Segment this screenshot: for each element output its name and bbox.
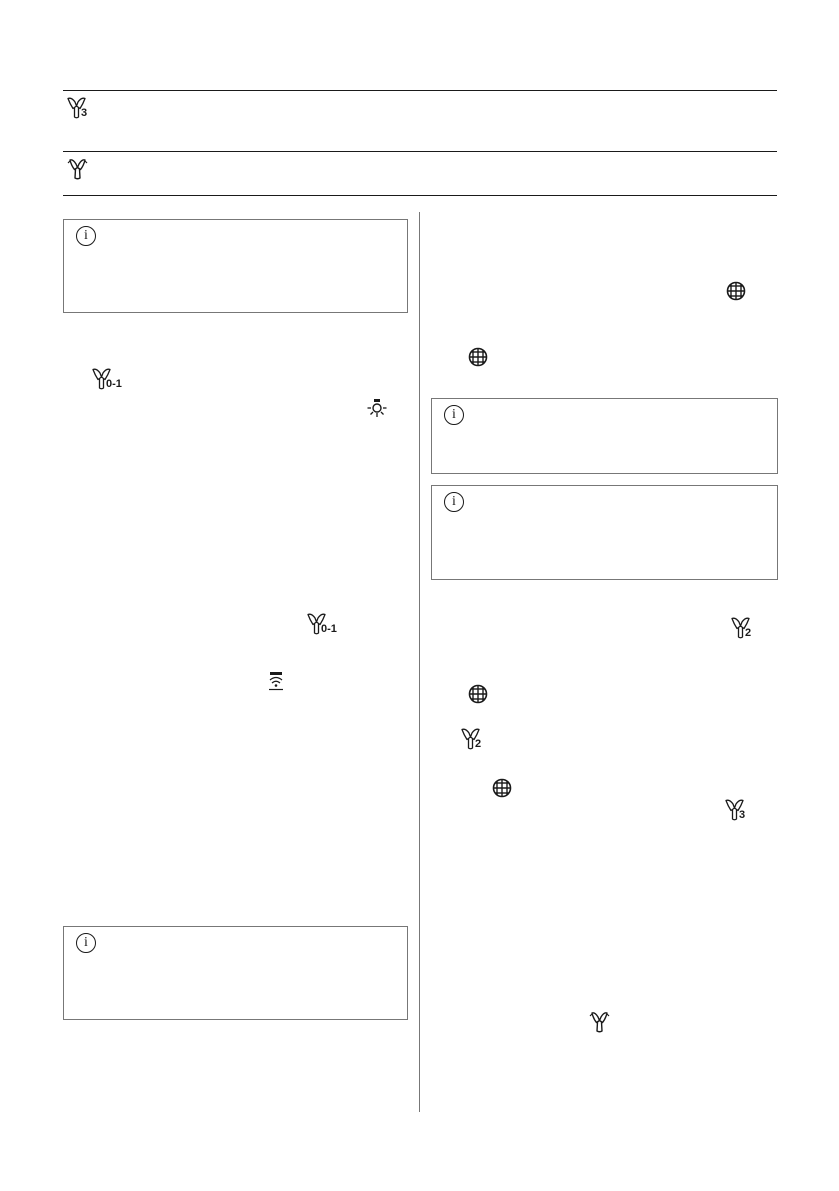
fan-speed-label: 3 bbox=[739, 809, 746, 821]
info-icon: i bbox=[444, 405, 464, 425]
fan-speed-3-icon bbox=[66, 97, 96, 121]
filter-grid-icon bbox=[726, 281, 746, 301]
fan-speed-0-1-icon bbox=[91, 368, 131, 392]
fan-speed-label: 2 bbox=[475, 738, 482, 750]
filter-grid-icon bbox=[468, 684, 488, 704]
fan-speed-2-icon bbox=[460, 728, 490, 752]
table-bottom-rule bbox=[63, 195, 777, 196]
info-note-box bbox=[431, 485, 778, 580]
fan-speed-label: 3 bbox=[81, 107, 88, 119]
fan-speed-label: 2 bbox=[745, 627, 752, 639]
table-row-rule bbox=[63, 151, 777, 152]
fan-speed-label: 0-1 bbox=[321, 623, 337, 635]
hob2hood-signal-icon bbox=[266, 671, 286, 691]
info-icon: i bbox=[76, 933, 96, 953]
filter-grid-icon bbox=[468, 347, 488, 367]
fan-boost-icon bbox=[589, 1011, 613, 1035]
info-note-box bbox=[63, 219, 408, 313]
fan-boost-icon bbox=[67, 158, 91, 182]
info-icon: i bbox=[76, 226, 96, 246]
light-icon bbox=[366, 397, 388, 419]
info-icon: i bbox=[444, 492, 464, 512]
table-top-rule bbox=[63, 90, 777, 91]
info-note-box bbox=[431, 398, 778, 474]
filter-grid-icon bbox=[492, 778, 512, 798]
fan-speed-label: 0-1 bbox=[106, 378, 122, 390]
fan-speed-3-icon bbox=[724, 799, 754, 823]
fan-speed-0-1-icon bbox=[306, 613, 346, 637]
fan-speed-2-icon bbox=[730, 617, 760, 641]
info-note-box bbox=[63, 926, 408, 1020]
column-divider bbox=[419, 212, 420, 1112]
